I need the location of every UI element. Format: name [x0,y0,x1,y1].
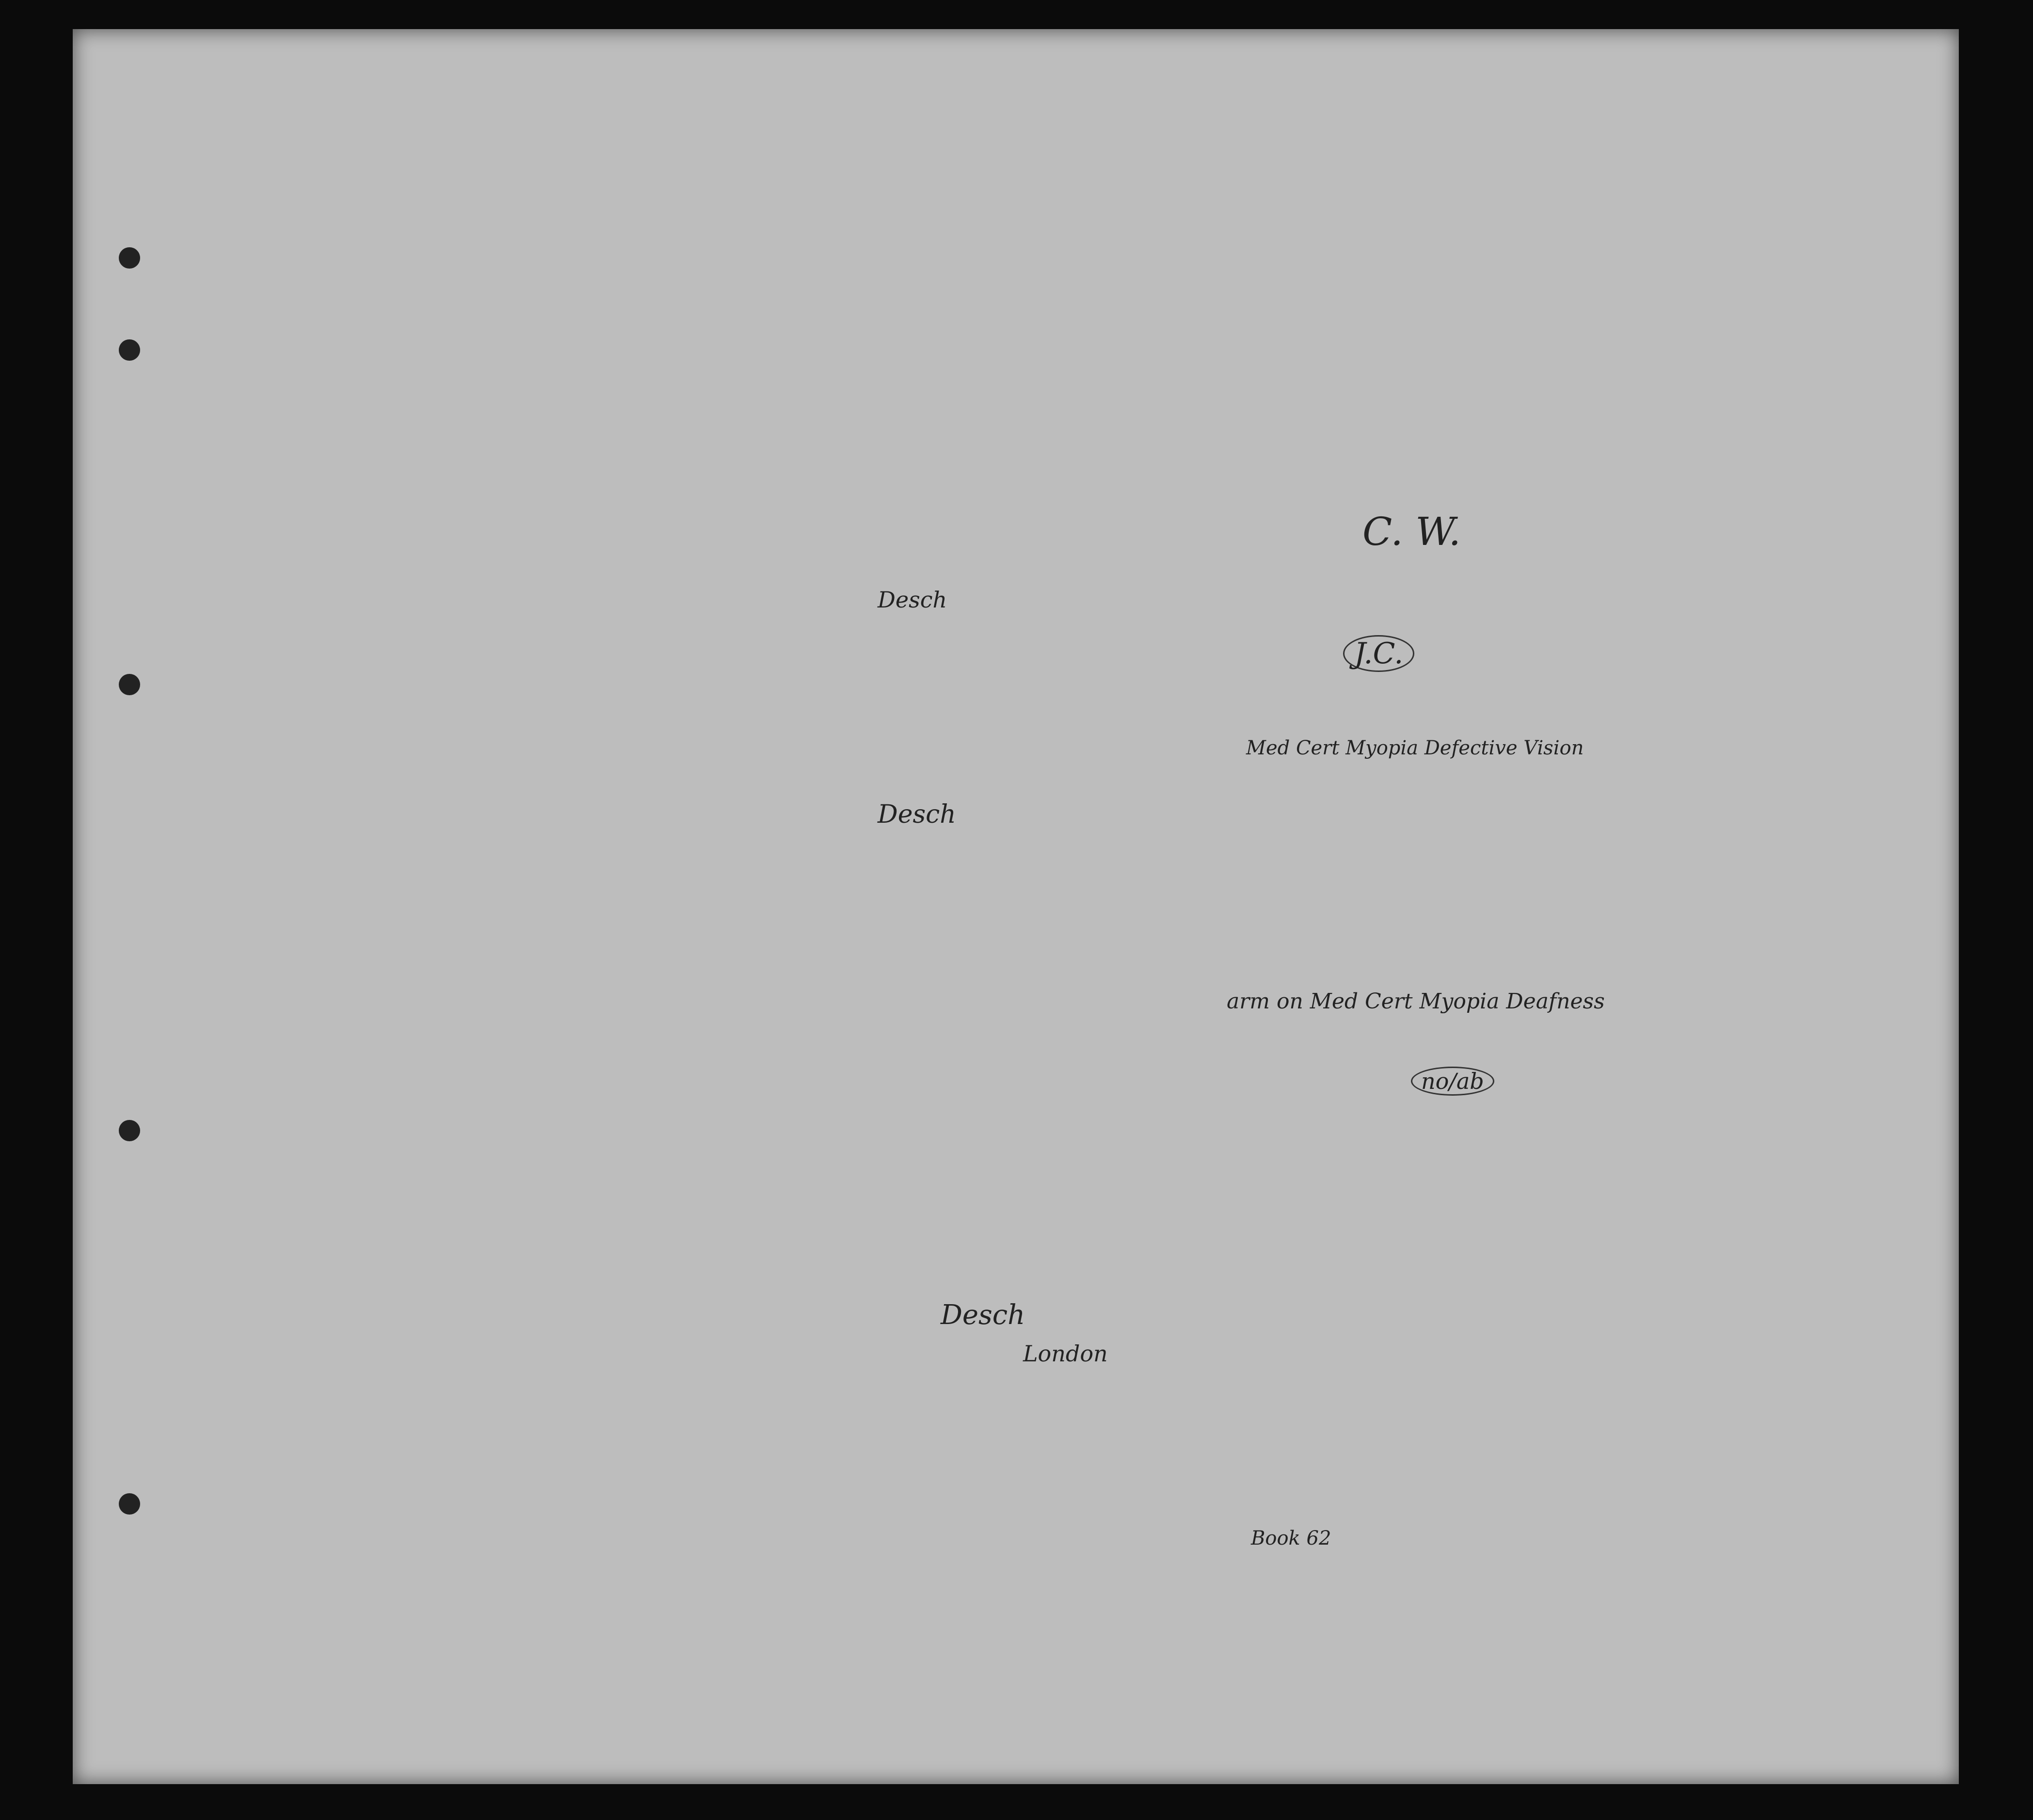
handwritten-desch-1: Desch [878,587,947,613]
handwritten-initials: C. W. [1362,509,1461,554]
handwritten-annotation-row-14: arm on Med Cert Myopia Deafness [1227,989,1605,1014]
manifest-sheet [73,29,1959,1784]
handwritten-note-row-28: Book 62 [1251,1527,1331,1549]
handwritten-desch-2: Desch [878,800,956,829]
handwritten-london: London [1023,1341,1108,1367]
handwritten-desch-3: Desch [941,1299,1025,1331]
handwritten-circled-initials: J.C. [1343,635,1414,672]
handwritten-circled-mark: no/ab [1411,1067,1494,1096]
handwritten-annotation-row-7: Med Cert Myopia Defective Vision [1246,737,1584,759]
table-grid [73,29,1959,1784]
